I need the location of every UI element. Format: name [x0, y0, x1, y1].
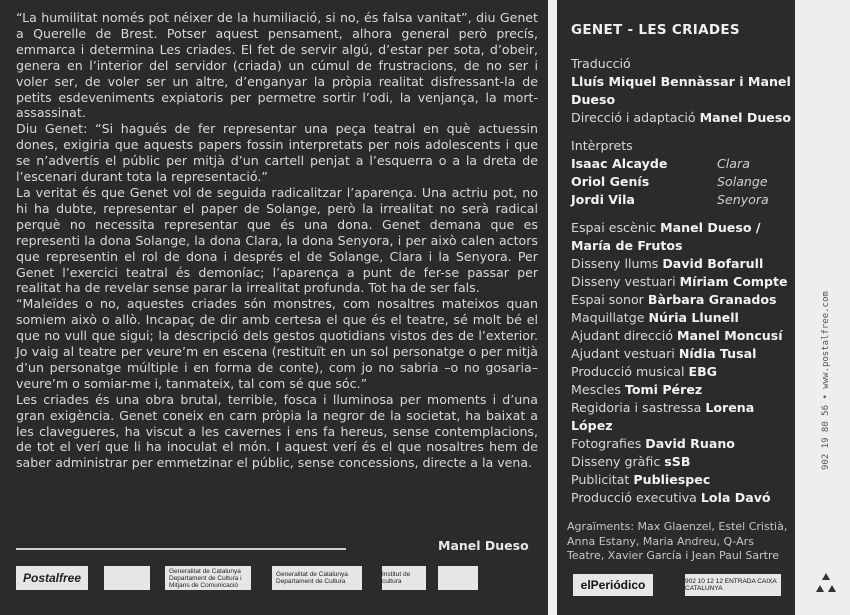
crew-name: Bàrbara Granados — [647, 292, 777, 307]
crew-label: Espai sonor — [571, 292, 644, 307]
article-paragraph: La veritat és que Genet vol de seguida radicalitzar l’aparença. Una actriu pot, no hi ha dubte, representar el paper de Solange, però la irrealitat no serà radical perquè no necessita representar que és una dona. Genet demana que es representi la dona Solange, la dona Clara, la dona Senyora, i per això calen actors que representin el rol de dona i després el de Solange, Clara i la Senyora. Per Genet l’exercici teatral és demoníac; l’aparença a punt de fer-se passar per realitat ha de revelar sense parar la irrealitat profunda. Tot ha de ser fals. — [16, 184, 538, 296]
sponsor-logos-right — [565, 572, 787, 600]
cast-section — [571, 137, 793, 209]
crew-name: Lorena López — [571, 400, 755, 433]
crew-line — [571, 309, 793, 327]
article-paragraph: “Maleïdes o no, aquestes criades són monstres, com nosaltres mateixos quan somiem això o allò. Incapaç de dir amb certesa el que és el teatre, sé molt bé el que no vull que sigui; la descripció dels gestos quotidians vistos des de l’exterior. Jo vaig al teatre per veure’m en escena (restituït en un sol personatge o per mitjà d’un personatge múltiple i en forma de conte), com jo no sabria –o no gosaria– veure’m o somiar-me i, tanmateix, tal com sé que sóc.” — [16, 296, 538, 391]
cast-actor: Oriol Genís — [571, 174, 650, 189]
credits-panel — [557, 0, 795, 615]
crew-label: Regidoria i sastressa — [571, 400, 702, 415]
article-paragraph: Les criades és una obra brutal, terrible, fosca i lluminosa per moments i d’una gran exigència. Genet coneix en carn pròpia la negror de la societat, ha baixat a les clavegueres, ha viscut a les cavernes i ens fa hereus, sense contemplacions, de tot el verí que li ha inoculat el món. I aquest verí és el que nosaltres hem de saber administrar per emmetzinar el públic, sense concessions, directe a la vena. — [16, 391, 538, 471]
crew-label: Maquillatge — [571, 310, 645, 325]
cast-role: Solange — [717, 174, 768, 189]
institut-cultura-logo: Institut de cultura — [382, 566, 426, 590]
crew-label: Producció executiva — [571, 490, 697, 505]
crew-line — [571, 345, 793, 363]
crew-name: David Ruano — [645, 436, 735, 451]
crew-label: Fotografies — [571, 436, 642, 451]
crew-line — [571, 489, 793, 507]
crew-line — [571, 363, 793, 381]
sponsor-logo — [438, 566, 478, 590]
direction-line — [571, 109, 793, 127]
recycle-icon — [812, 570, 840, 598]
elperiodico-logo: elPeriódico — [573, 574, 653, 596]
crew-label: Mescles — [571, 382, 621, 397]
direction-name: Manel Dueso — [699, 110, 791, 125]
crew-label: Ajudant vestuari — [571, 346, 675, 361]
article-signature: Manel Dueso — [438, 538, 529, 553]
crew-name: sSB — [664, 454, 691, 469]
sponsor-logos-left — [16, 560, 541, 598]
crew-name: David Bofarull — [662, 256, 764, 271]
article-paragraph: Diu Genet: “Si hagués de fer representar una peça teatral en què actuessin dones, exigiria que aquests papers fossin interpretats per nois adolescents i que se n’advertís el públic per mitjà d’un cartell penjat a l’esquerra o a la dreta de l’escenari durant tota la representació.” — [16, 121, 538, 185]
acknowledgements: Agraïments: Max Glaenzel, Estel Cristià, Anna Estany, Maria Andreu, Q-Ars Teatre, Xavier García i Jean Paul Sartre — [567, 520, 788, 562]
crew-name: EBG — [688, 364, 718, 379]
sponsor-logo — [104, 566, 150, 590]
cast-row — [571, 173, 793, 191]
crew-name: Núria Llunell — [648, 310, 739, 325]
crew-label: Disseny llums — [571, 256, 659, 271]
generalitat-cultura-logo: Generalitat de Catalunya Departament de Cultura i Mitjans de Comunicació — [165, 566, 251, 590]
cast-role: Senyora — [717, 192, 769, 207]
crew-line — [571, 435, 793, 453]
crew-name: Tomi Pérez — [624, 382, 703, 397]
crew-label: Ajudant direcció — [571, 328, 673, 343]
crew-name: Míriam Compte — [679, 274, 788, 289]
crew-line — [571, 327, 793, 345]
crew-line — [571, 291, 793, 309]
credits-list — [571, 55, 793, 507]
cast-row — [571, 191, 793, 209]
translation-section — [571, 55, 793, 127]
cast-label: Intèrprets — [571, 138, 633, 153]
crew-line — [571, 273, 793, 291]
translation-label: Traducció — [571, 56, 631, 71]
crew-name: Manel Dueso / María de Frutos — [571, 220, 761, 253]
crew-line — [571, 453, 793, 471]
crew-line — [571, 399, 793, 435]
crew-line — [571, 471, 793, 489]
credits-title: GENET - LES CRIADES — [571, 22, 740, 38]
crew-line — [571, 255, 793, 273]
crew-name: Manel Moncusí — [676, 328, 783, 343]
article-paragraph: “La humilitat només pot néixer de la humiliació, si no, és falsa vanitat”, diu Genet a Querelle de Brest. Potser aquest pensament, alhora general però precís, emmarca i determina Les criades. El fet de servir algú, d’estar per sota, d’obeir, genera en l’interior del servidor (criada) un cúmul de frustracions, de no ser i voler ser, de voler ser un altre, d’enganyar la pròpia realitat disfressant-la de petits esdeveniments expiatoris per permetre sortir l’odi, la venjança, la mort-assassinat. — [16, 10, 538, 121]
article-text — [16, 10, 538, 471]
crew-label: Producció musical — [571, 364, 685, 379]
cast-actor: Jordi Vila — [571, 192, 635, 207]
crew-label: Disseny vestuari — [571, 274, 676, 289]
postalfree-contact: 902 19 80 56 • www.postalfree.com — [821, 291, 831, 470]
postalfree-logo: Postalfree — [16, 566, 88, 590]
translation-names: Lluís Miquel Bennàssar i Manel Dueso — [571, 74, 791, 107]
crew-line — [571, 219, 793, 255]
crew-label: Publicitat — [571, 472, 630, 487]
cast-actor: Isaac Alcayde — [571, 156, 668, 171]
crew-name: Publiespec — [633, 472, 711, 487]
entrada-caixa-logo: 902 10 12 12 ENTRADA CAIXA CATALUNYA — [685, 574, 781, 596]
crew-label: Disseny gràfic — [571, 454, 661, 469]
direction-label: Direcció i adaptació — [571, 110, 696, 125]
crew-name: Lola Davó — [700, 490, 771, 505]
crew-name: Nídia Tusal — [678, 346, 757, 361]
generalitat-departament-logo: Generalitat de Catalunya Departament de Cultura — [272, 566, 362, 590]
cast-row — [571, 155, 793, 173]
crew-section — [571, 219, 793, 507]
cast-role: Clara — [717, 156, 750, 171]
crew-label: Espai escènic — [571, 220, 657, 235]
signature-rule — [16, 548, 346, 550]
panel-divider — [548, 0, 557, 615]
crew-line — [571, 381, 793, 399]
